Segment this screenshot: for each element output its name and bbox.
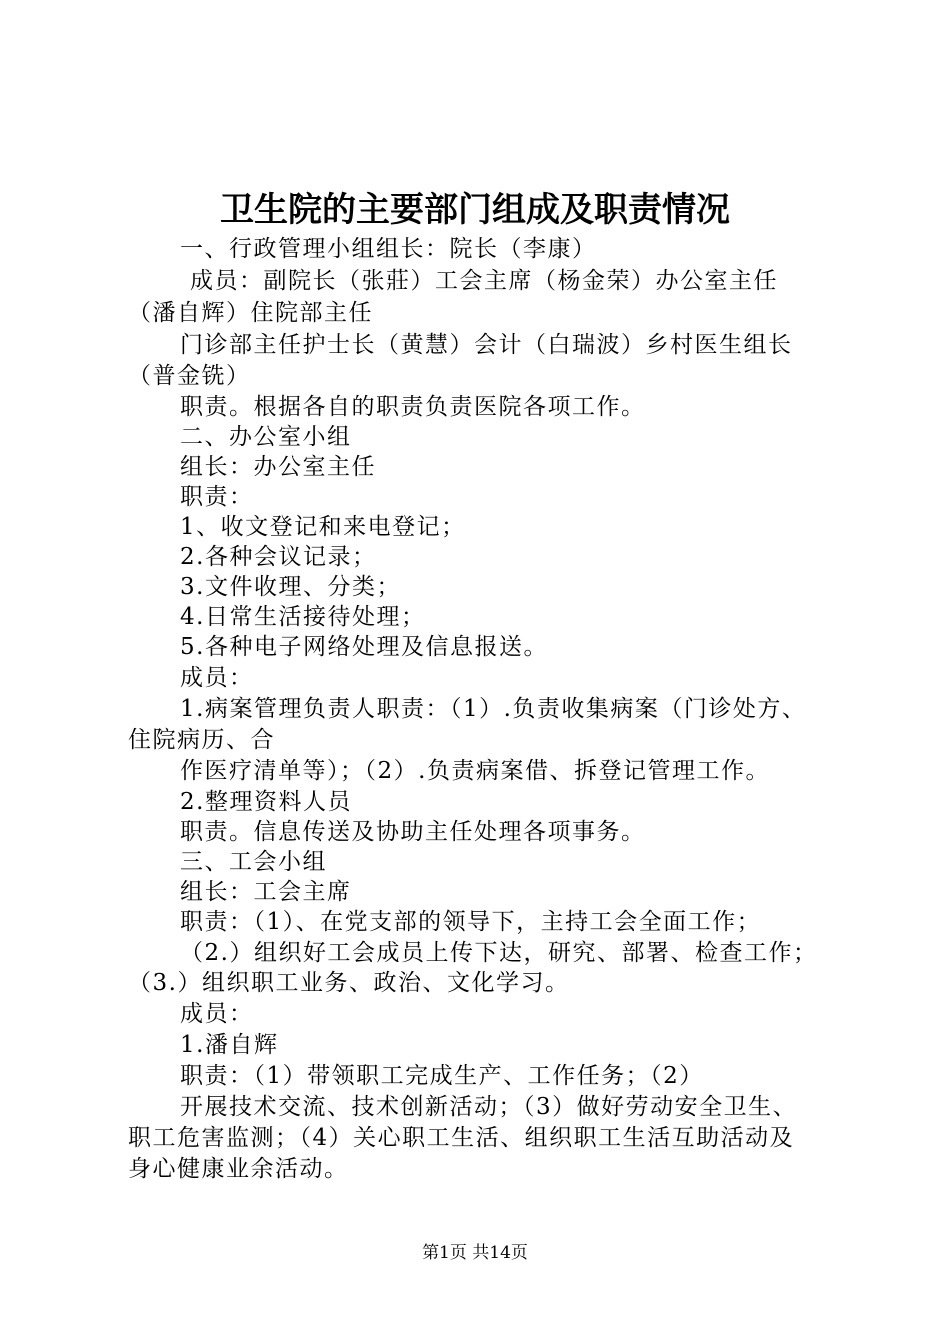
text-line: 一、行政管理小组组长：院长（李康）	[180, 236, 597, 262]
text-line: 4.日常生活接待处理；	[180, 604, 426, 630]
text-line: 职责。根据各自的职责负责医院各项工作。	[180, 394, 646, 420]
text-line: 组长：工会主席	[180, 879, 352, 905]
page-title: 卫生院的主要部门组成及职责情况	[220, 190, 730, 230]
text-line: 作医疗清单等）；（2）.负责病案借、拆登记管理工作。	[180, 758, 770, 784]
text-line: 开展技术交流、技术创新活动；（3）做好劳动安全卫生、	[180, 1094, 798, 1120]
text-line: 组长：办公室主任	[180, 454, 376, 480]
text-line: 职工危害监测；（4）关心职工生活、组织职工生活互助活动及	[128, 1125, 795, 1151]
text-line: 住院病历、合	[128, 727, 275, 753]
page-number-footer: 第1页 共14页	[422, 1243, 528, 1263]
text-line: （潘自辉）住院部主任	[128, 300, 373, 326]
text-line: 职责：（1）、在党支部的领导下，主持工会全面工作；	[180, 909, 762, 935]
text-line: （2.）组织好工会成员上传下达，研究、部署、检查工作；	[180, 940, 818, 966]
text-line: 3.文件收理、分类；	[180, 574, 401, 600]
text-line: 成员：	[180, 1001, 254, 1027]
text-line: 成员：副院长（张莊）工会主席（杨金荣）办公室主任	[190, 268, 778, 294]
text-line: 职责：	[180, 484, 254, 510]
text-line: 门诊部主任护士长（黄慧）会计（白瑞波）乡村医生组长	[180, 332, 793, 358]
text-line: 成员：	[180, 665, 254, 691]
text-line: 1.潘自辉	[180, 1032, 279, 1058]
text-line: 2.整理资料人员	[180, 789, 352, 815]
text-line: 二、办公室小组	[180, 424, 352, 450]
text-line: 三、工会小组	[180, 849, 327, 875]
text-line: （3.）组织职工业务、政治、文化学习。	[128, 970, 570, 996]
text-line: （普金铣）	[128, 363, 251, 389]
text-line: 5.各种电子网络处理及信息报送。	[180, 634, 548, 660]
text-line: 职责。信息传送及协助主任处理各项事务。	[180, 819, 646, 845]
text-line: 1.病案管理负责人职责：（1）.负责收集病案（门诊处方、	[180, 696, 807, 722]
text-line: 职责：（1）带领职工完成生产、工作任务；（2）	[180, 1063, 704, 1089]
text-line: 身心健康业余活动。	[128, 1156, 349, 1182]
text-line: 1、收文登记和来电登记；	[180, 514, 466, 540]
text-line: 2.各种会议记录；	[180, 544, 377, 570]
